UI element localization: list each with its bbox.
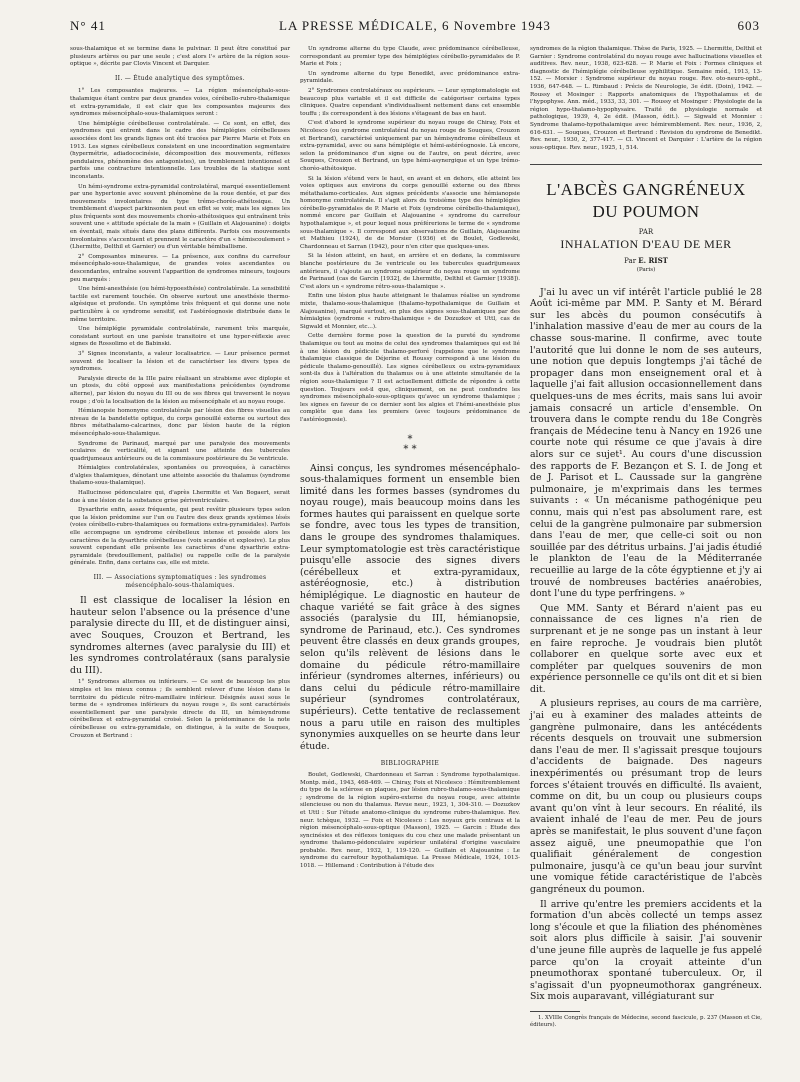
large-text-block <box>70 595 290 676</box>
paragraph: Un syndrome alterne du type Benedikt, avec prédominance extra-pyramidale. <box>300 70 520 85</box>
paragraph: Si la lésion s'étend vers le haut, en avant et en dehors, elle atteint les voies optiques aux environs du corps genouillé externe ou des fibres métathalamo-corticales. Aux signes précédents s'associe une hémianopsie homonyme controlatérale. Il s'agit alors du troisième type des hémiplégies cérébello-pyramidales de P. Marie et Foix (syndrome cérébello-thalamique), nommé encore par Guillain et Alajouanine « syndrome du carrefour hypothalamique », et pour lequel nous préférerions le terme de « syndrome sous-thalamique ». Il correspond aux observations de Guillain, Alajouanine et Mathieu (1924), de de Morsier (1936) et de Boulet, Godlewski, Chardonneau et Sarran (1942), pour n'en citer que quelques-unes. <box>300 175 520 250</box>
article-title-line-1: L'ABCÈS GANGRÉNEUX <box>546 180 746 200</box>
paragraph: 2° Syndromes controlatéraux ou supérieurs. — Leur symptomatologie est beaucoup plus variable et il est difficile de catégoriser certains types cliniques. Quatre cependant s'individualisent nettement dans cet ensemble touffu ; ils correspondent à des lésions s'étageant de bas en haut. <box>300 87 520 117</box>
footnote-divider <box>530 1011 580 1012</box>
journal-title: LA PRESSE MÉDICALE, 6 Novembre 1943 <box>279 18 551 33</box>
large-text-block <box>300 463 520 753</box>
paragraph: C'est d'abord le syndrome supérieur du noyau rouge de Chiray, Foix et Nicolesco (ou syndrome controlatéral du noyau rouge de Souques, Crouzon et Bertrand), caractérisé uniquement par un hémisyndrome cérébelleux et extra-pyramidal, avec ou sans hémiplégie et hémi-astéréognosie. Là encore, selon la prédominance d'un signe ou de l'autre, on peut décrire, avec Souques, Crouzon et Bertrand, un type hémi-asynergique et un type trémo-choréo-athétosique. <box>300 120 520 172</box>
bibliography-text: Boulet, Godlewski, Chardonneau et Sarran : Syndrome hypothalamique. Montp. méd., 1943, 468-469. — Chiray, Foix et Nicolesco : Hémitremblement du type de la sclérose en plaques, par lésion rubro-thalamo-sous-thalamique ; syndrome de la région supéro-externe du noyau rouge, avec atteinte silencieuse ou non du thalamus. Revue neur., 1923, 1, 304-310. — Dozuzkov et Uttl : Sur l'étude anatomo-clinique du syndrome rubro-thalamique. Rev. neur. tchèque, 1932. — Foix et Nicolesco : Les noyaux gris centraux et la région mésencéphalo-sous-optique (Masson), 1925. — Garcin : Etude des syncinésies et des réflexes toniques du cou chez une malade présentant un syndrome thalamo-pédonculaire supérieur unilatéral d'origine vasculaire probable. Rev. neur., 1932, 1, 119-120. — Guillain et Alajouanine : Le syndrome du carrefour hypothalamique. La Presse Médicale, 1924, 1013-1018. — Hillemand : Contribution à l'étude des <box>300 771 520 870</box>
paragraph: Paralysie directe de la IIIe paire réalisant un strabisme avec diplopie et un ptosis, du côté opposé aux manifestations précédentes (syndrome alterne), par lésion du noyau du III ou de ses fibres qui traversent le noyau rouge ; d'où la localisation de la lésion au mésencéphale et au noyau rouge. <box>70 375 290 405</box>
paragraph: Un syndrome alterne du type Claude, avec prédominance cérébelleuse, correspondant au premier type des hémiplégies cérébello-pyramidales de P. Marie et Foix ; <box>300 46 520 68</box>
paragraph: Dysarthrie enfin, assez fréquente, qui peut revêtir plusieurs types selon que la lésion prédomine sur l'un ou l'autre des deux grands systèmes lésés (voies cérébello-rubro-thalamiques ou formations extra-pyramidales). Parfois elle accompagne un syndrome cérébelleux intense et possède alors les caractères de la dysarthrie cérébelleuse (voix scandée et explosive). Le plus souvent cependant elle présente les caractères d'une dysarthrie extra-pyramidale (bredouillement, palilalie) ou rappelle celle de la paralysie générale. Enfin, dans certains cas, elle est mixte. <box>70 507 290 567</box>
paragraph: Une hémiplégie pyramidale controlatérale, rarement très marquée, consistant surtout en une parésie transitoire et une hyper-réflexie avec signes de Rossolimo et de Babinski. <box>70 326 290 348</box>
article-par: PAR <box>638 228 654 237</box>
article-title-line-2: DU POUMON <box>592 202 700 222</box>
author-place: (Paris) <box>636 267 656 274</box>
paragraph: 1° Syndromes alternes ou inférieurs. — Ce sont de beaucoup les plus simples et les mieux connus ; ils semblent relever d'une lésion dans le territoire du pédicule rétro-mamillaire inférieur. Désignés aussi sous le terme de « syndromes inférieurs du noyau rouge », ils sont caractérisés essentiellement par une paralysie directe du III, un hémisyndrome cérébelleux et extra-pyramidal croisé. Selon la prédominance de la note cérébelleuse ou extra-pyramidale, on distingue, à la suite de Souques, Crouzon et Bertrand : <box>70 679 290 739</box>
paragraph: Ainsi conçus, les syndromes mésencéphalo-sous-thalamiques forment un ensemble bien limité dans les formes basses (syndromes du noyau rouge), mais beaucoup moins dans les formes hautes qui paraissent en quelque sorte se fondre, avec tous les types de transition, dans le groupe des syndromes thalamiques. Leur symptomatologie est très caractéristique puisqu'elle associe des signes divers (cérébelleux et extra-pyramidaux, astéréognosie, etc.) à distribution hémiplégique. Le diagnostic en hauteur de chaque variété se fait grâce à des signes associés (paralysie du III, hémianopsie, syndrome de Parinaud, etc.). Ces syndromes peuvent être classés en deux grands groupes, selon qu'ils relèvent de lésions dans le domaine du pédicule rétro-mamillaire inférieur (syndromes alternes, inférieurs) ou dans celui du pédicule rétro-mamillaire supérieur (syndromes controlatéraux, supérieurs). Cette tentative de reclassement nous a paru utile en raison des multiples synonymies auxquelles on se heurte dans leur étude. <box>300 462 520 752</box>
paragraph: Syndrome de Parinaud, marqué par une paralysie des mouvements oculaires de verticalité, et signant une atteinte des tubercules quadrijumeaux antérieurs ou de la commissure postérieure du 3e ventricule. <box>70 440 290 462</box>
asterism <box>300 435 520 455</box>
bibliography-title: BIBLIOGRAPHIE <box>380 760 440 768</box>
paragraph: Que MM. Santy et Bérard n'aient pas eu connaissance de ces lignes n'a rien de surprenant et je ne songe pas un instant à leur en faire reproche. Je voudrais bien plutôt collaborer en quelque sorte avec eux et compléter par quelques souvenirs de mon expérience personnelle ce qu'ils ont dit et si bien dit. <box>530 602 762 695</box>
paragraph: 3° Signes inconstants, a valeur localisatrice. — Leur présence permet souvent de localiser la lésion et de caractériser les divers types de syndromes. <box>70 350 290 373</box>
paragraph: Il arrive qu'entre les premiers accidents et la formation d'un abcès collecté un temps assez long s'écoule et que la filiation des phénomènes soit alors plus difficile à saisir. J'ai souvenir d'une jeune fille auprès de laquelle je fus appelé parce qu'on la croyait atteinte d'un pneumothorax spontané tuberculeux. Or, il s'agissait d'un pyopneumothorax gangréneux. Six mois auparavant, villégiaturant sur <box>530 898 762 1003</box>
paragraph: Il est classique de localiser la lésion en hauteur selon l'absence ou la présence d'une paralysie directe du III, et de distinguer ainsi, avec Souques, Crouzon et Bertrand, les syndromes alternes (avec paralysie du III) et les syndromes controlatéraux (sans paralysie du III). <box>70 595 290 676</box>
paragraph: Hallucinose pédonculaire qui, d'après Lhermitte et Van Bogaert, serait due à une lésion de la substance grise périventriculaire. <box>70 490 290 504</box>
paragraph: Hémialgies controlatérales, spontanées ou provoquées, à caractères d'algies thalamiques, dénotant une atteinte associée du thalamus (syndrome thalamo-sous-thalamique). <box>70 465 290 487</box>
footnote: 1. XVIIIe Congrès français de Médecine, second fascicule, p. 237 (Masson et Cie, éditeurs). <box>530 1014 762 1028</box>
page-header <box>70 18 760 36</box>
page-number: 603 <box>737 18 760 33</box>
issue-number: N° 41 <box>70 18 106 33</box>
large-text-block <box>530 287 762 1003</box>
section-title: III. — Associations symptomatiques : les syndromes mésencéphalo-sous-thalamiques. <box>93 574 267 589</box>
asterism-bottom: * * <box>403 443 417 455</box>
paragraph: Une hémiplégie cérébelleuse controlatérale. — Ce sont, en effet, des syndromes qui entrent dans le cadre des hémiplégies cérébelleuses associées dont les grands lignes ont été tracées par Pierre Marie et Foix en 1913. Les signes cérébelleux consistent en une incoordination segmentaire (hypermétrie, adiadococinésie, décomposition des mouvements, réflexes pendulaires, phénomène des antagonistes), un tremblement intentionnel et parfois une contracture intentionnelle. Les troubles de la statique sont inconstants. <box>70 120 290 180</box>
column-left <box>70 46 290 742</box>
author-name: E. RIST <box>638 255 668 265</box>
paragraph: Enfin une lésion plus haute atteignant le thalamus réalise un syndrome mixte, thalamo-sous-thalamique (thalamo-hypothalamique de Guillain et Alajouanine), marqué surtout, en plus des signes sous-thalamiques par des hémialgies (syndrome « rubro-thalamique » de Dozuzkov et Uttl, cas de Sigwald et Monnier, etc...). <box>300 293 520 330</box>
asterism-top: * <box>407 433 413 445</box>
paragraph: Un hémi-syndrome extra-pyramidal controlatéral, marqué essentiellement par une hypertonie avec souvent phénomène de la roue dentée, et par des mouvements involontaires du type trémo-choréo-athétosique. Un tremblement d'aspect parkinsonien peut en effet se voir, mais les signes les plus fréquents sont des mouvements choréo-athétosiques qui entraînent très souvent une « attitude spéciale de la main » (Guillain et Alajouanine) : doigts en éventail, mais situés dans des plans différents. Parfois ces mouvements involontaires s'accentuent et prennent le caractère d'un « hémiscoulement » (Lhermitte, Delthil et Garnier) ou d'un véritable hémiballisme. <box>70 183 290 251</box>
paragraph: 2° Composantes mineures. — La présence, aux confins du carrefour mésencéphalo-sous-thalamique, de grandes voies ascendantes ou descendantes, entraîne souvent l'apparition de syndromes mineurs, toujours peu marqués : <box>70 253 290 283</box>
paragraph: Une hémi-anesthésie (ou hémi-hypoesthésie) controlatérale. La sensibilité tactile est rarement touchée. On observe surtout une anesthésie thermo-algésique et profonde. Un symptôme très fréquent et qui donne une note particulière à ce syndrome sensitif, est l'astéréognosie distribuée dans le même territoire. <box>70 286 290 323</box>
section-title: II. — Étude analytique des symptômes. <box>115 74 245 82</box>
paragraph: sous-thalamique et se termine dans le pulvinar. Il peut être constitué par plusieurs artères ou par une seule ; c'est alors l'« artère de la région sous-optique », décrite par Clovis Vincent et Darquier. <box>70 46 290 68</box>
column-right <box>530 46 762 1029</box>
paragraph: A plusieurs reprises, au cours de ma carrière, j'ai eu à examiner des malades atteints de gangrène pulmonaire, dans les antécédents récents desquels on trouvait une submersion dans l'eau de mer. Il s'agissait presque toujours d'accidents de baignade. Des nageurs inexpérimentés ou présumant trop de leurs forces s'étaient trouvés en difficulté. Ils avaient, comme on dit, bu un coup ou plusieurs coups avant qu'on vînt à leur secours. En réalité, ils avaient inhalé de l'eau de mer. Peu de jours après se manifestait, le plus souvent d'une façon assez aiguë, une pneumopathie que l'on qualifiait généralement de congestion pulmonaire, jusqu'à ce qu'un beau jour survînt une vomique fétide caractéristique de l'abcès gangréneux du poumon. <box>530 698 762 895</box>
paragraph: J'ai lu avec un vif intérêt l'article publié le 28 Août ici-même par MM. P. Santy et M. Bérard sur les abcès du poumon consécutifs à l'inhalation massive d'eau de mer au cours de la chasse sous-marine. Il confirme, avec toute l'autorité que lui donne le nom de ses auteurs, une notion que depuis longtemps j'ai tâché de propager dans mon enseignement oral et à laquelle j'ai fait allusion occasionnellement dans quelques-uns de mes écrits, mais sans lui avoir jamais consacré un article d'ensemble. On trouvera dans le compte rendu du 18e Congrès français de Médecine tenu à Nancy en 1926 une courte note qui résume ce que j'avais à dire alors sur ce sujet¹. Au cours d'une discussion des rapports de F. Bezançon et S. I. de Jong et de J. Parisot et L. Caussade sur la gangrène pulmonaire, je m'exprimais dans les termes suivants : « Un mécanisme pathogénique peu connu, mais qui n'est pas absolument rare, est celui de la gangrène pulmonaire par submersion dans l'eau de mer, que celle-ci soit ou non souillée par des détritus urbains. J'ai jadis étudié le plankton de l'eau de la Méditerranée recueillie au large de la côte égyptienne et j'y ai trouvé de nombreuses bactéries anaérobies, dont l'une du type perfringens. » <box>530 286 762 600</box>
paragraph: Cette dernière forme pose la question de la pureté du syndrome thalamique ou tout au moins de celui des syndromes thalamiques qui est lié à une lésion du pédicule thalamo-perforé (rappelons que le syndrome thalamique classique de Déjerine et Roussy correspond à une lésion du pédicule thalamo-genouillé). Les signes cérébelleux ou extra-pyramidaux sont-ils dus à l'altération du thalamus ou à une atteinte simultanée de la région sous-thalamique ? Il est actuellement difficile de répondre à cette question. Toujours est-il que, cliniquement, on ne peut confondre les syndromes mésencéphalo-sous-optiques qu'avec un syndrome thalamique ; les signes en faveur de ce dernier sont les algies et l'hémi-anesthésie plus complète que dans les premiers (avec toujours prédominance de l'astéréognosie). <box>300 333 520 423</box>
paragraph: Hémianopsie homonyme controlatérale par lésion des fibres visuelles au niveau de la bandelette optique, du corps genouillé externe ou surtout des fibres métathalamo-calcarines, donc par lésion haute de la région mésencéphalo-sous-thalamique. <box>70 408 290 437</box>
column-middle <box>300 46 520 873</box>
article-subtitle: INHALATION D'EAU DE MER <box>560 236 732 251</box>
paragraph: Si la lésion atteint, en haut, en arrière et en dedans, la commissure blanche postérieure du 3e ventricule ou les tubercules quadrijumeaux antérieurs, il s'ajoute au syndrome supérieur du noyau rouge un syndrome de Parinaud (cas de Garcin [1932], de Lhermitte, Delthil et Garnier [1938]). C'est alors un « syndrome rétro-sous-thalamique ». <box>300 253 520 290</box>
paragraph: 1° Les composantes majeures. — La région mésencéphalo-sous-thalamique étant centre par deux grandes voies, cérébello-rubro-thalamique et extra-pyramidale, il est clair que les composantes majeures des syndromes mésencéphalo-sous-thalamiques seront : <box>70 88 290 118</box>
divider <box>530 164 762 165</box>
author-prefix: Par <box>624 256 637 265</box>
bibliography-text: syndromes de la région thalamique. Thèse de Paris, 1925. — Lhermitte, Delthil et Garnier : Syndrome controlatéral du noyau rouge avec hallucinations visuelles et auditives. Rev. neur., 1938, 623-628. — P. Marie et Foix : Formes cliniques et diagnostic de l'hémiplégie cérébelleuse syphilitique. Semaine méd., 1913, 13-152. — Morsier : Syndrome supérieur du noyau rouge. Rev. oto-neuro-opht., 1936, 647-648. — L. Rimbaud : Précis de Neurologie, 3e édit. (Doin), 1942. — Roussy et Mosinger : Rapports anatomiques de l'hypothalamus et de l'hypophyse. Ann. méd., 1933, 33, 301. — Roussy et Mosinger : Physiologie de la région hypo-thalamo-hypophysaire. Traité de physiologie normale et pathologique, 1939, 4, 2e édit. (Masson, édit.). — Sigwald et Monnier : Syndrome thalamo-hypothalamique avec hémiremblement. Rev. neur., 1936, 2, 616-631. — Souques, Crouzon et Bertrand : Revision du syndrome de Benedikt. Rev. neur., 1930, 2, 377-417. — Cl. Vincent et Darquier : L'artère de la région sous-optique. Rev. neur., 1925, 1, 514. <box>530 46 762 151</box>
author-line <box>530 257 762 266</box>
